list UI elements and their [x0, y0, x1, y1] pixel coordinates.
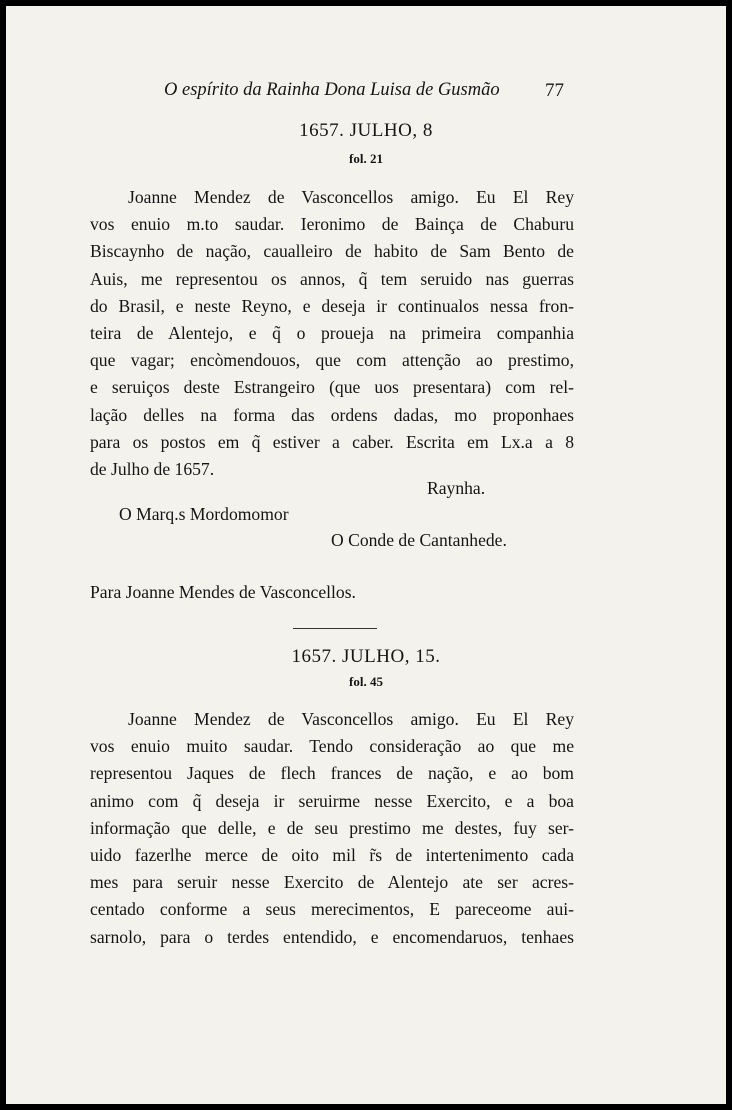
body-line: vos enuio muito saudar. Tendo consideração ao que me	[90, 736, 574, 757]
page-number: 77	[545, 80, 564, 101]
body-line: Biscaynho de nação, caualleiro de habito de Sam Bento de	[90, 241, 574, 262]
letter-2-date: 1657. JULHO, 15.	[291, 646, 441, 667]
letter-1-folio: fol. 21	[349, 151, 383, 166]
signature-queen: Raynha.	[427, 478, 486, 498]
body-line: centado conforme a seus merecimentos, E pareceome aui-	[90, 899, 574, 920]
body-line: representou Jaques de flech frances de nação, e ao bom	[90, 763, 574, 784]
body-line: informação que delle, e de seu prestimo me destes, fuy ser-	[90, 817, 574, 838]
body-line: vos enuio m.to saudar. Ieronimo de Bainça de Chaburu	[90, 214, 574, 235]
letter-2-folio: fol. 45	[349, 674, 383, 689]
body-line: sarnolo, para o terdes entendido, e encomendaruos, tenhaes	[90, 926, 574, 947]
body-line: mes para seruir nesse Exercito de Alentejo ate ser acres-	[90, 872, 574, 893]
running-head-title: O espírito da Rainha Dona Luisa de Gusmão	[164, 80, 500, 100]
body-line: animo com q̃ deseja ir seruirme nesse Exercito, e a boa	[90, 790, 574, 811]
body-line: uido fazerlhe merce de oito mil r̃s de intertenimento cada	[90, 844, 574, 865]
section-divider	[293, 628, 377, 629]
signature-count: O Conde de Cantanhede.	[331, 530, 507, 550]
letter-1-body	[90, 184, 574, 483]
body-line: e seruiços deste Estrangeiro (que uos presentara) com rel-	[90, 377, 574, 398]
signature-marquis: O Marq.s Mordomomor	[119, 504, 289, 524]
letter-2-body	[90, 706, 574, 951]
page	[6, 6, 726, 1104]
body-line: para os postos em q̃ estiver a caber. Escrita em Lx.a a 8	[90, 431, 574, 452]
body-line: de Julho de 1657.	[90, 458, 215, 479]
letter-1-address: Para Joanne Mendes de Vasconcellos.	[90, 582, 356, 602]
body-line: Auis, me representou os annos, q̃ tem seruido nas guerras	[90, 268, 574, 289]
body-line: teira de Alentejo, e q̃ o proueja na primeira companhia	[90, 322, 574, 343]
letter-1-date: 1657. JULHO, 8	[299, 120, 433, 141]
body-line: do Brasil, e neste Reyno, e deseja ir continualos nessa fron-	[90, 295, 574, 316]
body-line: lação delles na forma das ordens dadas, mo proponhaes	[90, 404, 574, 425]
body-line: Joanne Mendez de Vasconcellos amigo. Eu El Rey	[128, 187, 574, 207]
body-line: que vagar; encòmendouos, que com attenção ao prestimo,	[90, 350, 574, 371]
body-line: Joanne Mendez de Vasconcellos amigo. Eu El Rey	[128, 709, 574, 729]
running-head	[6, 80, 726, 106]
